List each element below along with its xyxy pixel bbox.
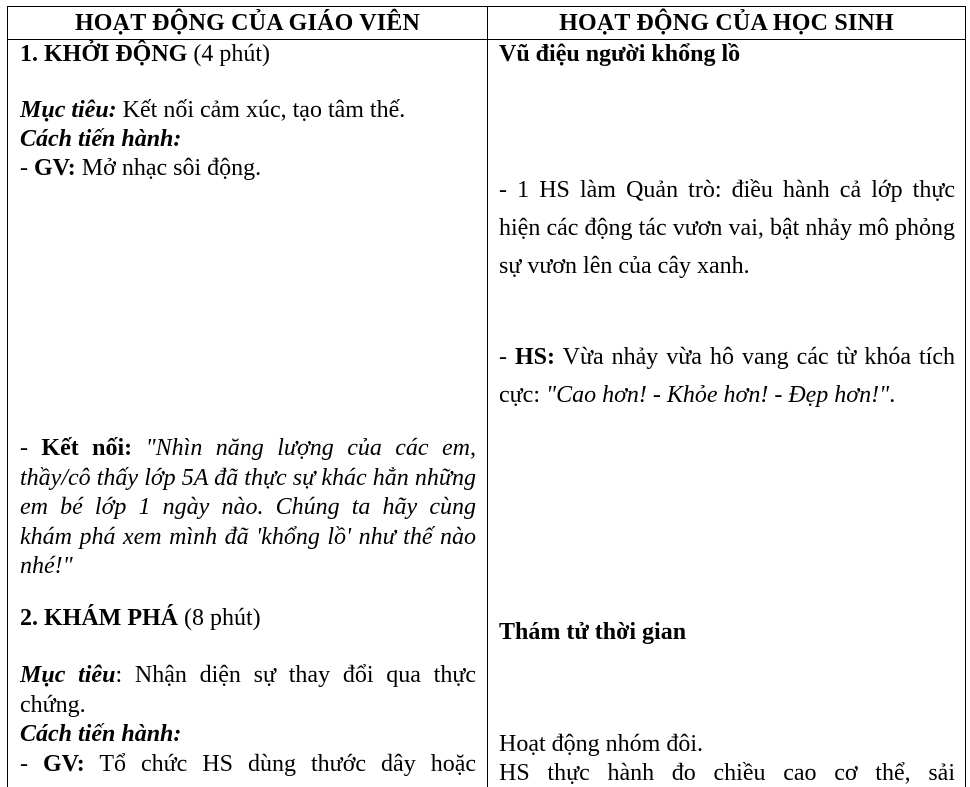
explore-goal-label: Mục tiêu [20, 662, 116, 688]
leader-paragraph: - 1 HS làm Quản trò: điều hành cả lớp thực hiện các động tác vươn vai, bật nhảy mô phỏng sự vươn lên của cây xanh. [499, 177, 955, 279]
bullet-dash: - [20, 435, 42, 461]
teacher-activities-cell [8, 40, 488, 787]
dance-title: Vũ điệu người khổng lồ [499, 41, 741, 67]
bullet-dash: - [499, 344, 516, 370]
table-body-row [8, 40, 966, 787]
warmup-title: 1. KHỞI ĐỘNG [20, 41, 188, 67]
hs-label: HS: [515, 344, 556, 370]
warmup-heading [20, 40, 476, 69]
connect-label: Kết nối: [41, 435, 133, 461]
explore-goal-text: : Nhận diện sự thay đổi qua thực chứng. [20, 662, 476, 718]
hs-chant-quote: "Cao hơn! - Khỏe hơn! - Đẹp hơn!" [545, 382, 890, 408]
gv2-text: Tổ chức HS dùng thước dây hoặc [84, 751, 476, 777]
measure-text: HS thực hành đo chiều cao cơ thể, sải [499, 760, 955, 786]
connect-quote: "Nhìn năng lượng của các em, thầy/cô thấy lớp 5A đã thực sự khác hẳn những em bé lớp 1 ngày nào. Chúng ta hãy cùng khám phá xem mình đã 'khổng lồ' như thế nào nhé!" [20, 435, 476, 579]
explore-goal-paragraph [20, 660, 476, 720]
explore-method-label: Cách tiến hành: [20, 721, 182, 747]
warmup-goal-line [20, 96, 476, 125]
hs-chant-text: Vừa nhảy vừa hô vang các từ khóa tích cực: [499, 344, 955, 408]
gv2-label: GV: [43, 751, 85, 777]
table-header-row [8, 7, 966, 40]
gv-music-text: Mở nhạc sôi động. [75, 155, 262, 181]
gv-organize-line [20, 750, 476, 779]
goal-label: Mục tiêu: [20, 97, 117, 123]
lesson-plan-table [7, 6, 966, 787]
hs-chant-paragraph [499, 338, 955, 414]
warmup-goal-text: Kết nối cảm xúc, tạo tâm thế. [116, 97, 406, 123]
student-activities-cell [488, 40, 966, 787]
gv-label: GV: [34, 155, 76, 181]
bullet-dash: - [20, 155, 34, 181]
gv-music-line [20, 154, 476, 183]
bullet-dash: - [20, 751, 43, 777]
teacher-column-header: HOẠT ĐỘNG CỦA GIÁO VIÊN [8, 7, 488, 40]
pair-activity-text: Hoạt động nhóm đôi. [499, 731, 703, 757]
explore-title: 2. KHÁM PHÁ [20, 605, 178, 631]
connect-paragraph [20, 434, 476, 582]
warmup-duration: (4 phút) [193, 41, 270, 67]
explore-heading [20, 604, 476, 633]
method-label: Cách tiến hành: [20, 126, 182, 152]
explore-duration: (8 phút) [183, 605, 261, 631]
student-column-header: HOẠT ĐỘNG CỦA HỌC SINH [488, 7, 966, 40]
detective-title: Thám tử thời gian [499, 619, 687, 645]
hs-chant-end: . [889, 382, 896, 408]
